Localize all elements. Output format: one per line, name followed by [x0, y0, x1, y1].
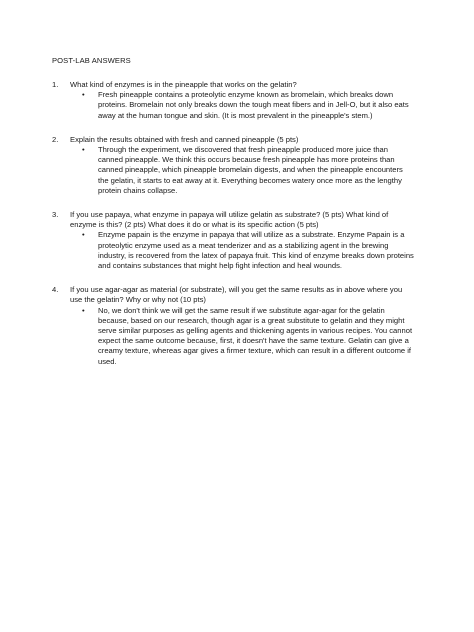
- bullet-icon: •: [82, 305, 85, 315]
- answer-item: [80, 145, 414, 196]
- question-number: 1.: [52, 80, 59, 89]
- question-text: If you use agar-agar as material (or substrate), will you get the same results as in above where you use the gelatin? Why or why not (10 pts): [70, 285, 403, 305]
- question-number: 4.: [52, 285, 59, 295]
- question-item: [52, 135, 414, 196]
- answer-list: [70, 90, 414, 121]
- answer-list: [70, 145, 414, 196]
- question-number: 2.: [52, 134, 59, 144]
- answer-item: [80, 306, 414, 367]
- question-list: [52, 80, 414, 367]
- bullet-icon: •: [82, 90, 85, 100]
- answer-text: Through the experiment, we discovered that fresh pineapple produced more juice than canned pineapple. We think this occurs because fresh pineapple has more proteins than canned pineapple, which pineapple bromelain digests, and when the pineapple encounters the gelatin, it starts to eat away at it. Everything becomes watery once more as the lengthy protein chains collapse.: [98, 145, 403, 195]
- bullet-icon: •: [82, 230, 85, 240]
- answer-text: Fresh pineapple contains a proteolytic enzyme known as bromelain, which breaks down proteins. Bromelain not only breaks down the tough meat fibers and in Jell-O, but it also eats away at the human tongue and skin. (It is most prevalent in the pineapple's stem.): [98, 90, 409, 120]
- question-number: 3.: [52, 210, 59, 220]
- answer-list: [70, 306, 414, 367]
- document-title: POST-LAB ANSWERS: [52, 56, 131, 65]
- answer-list: [70, 230, 414, 271]
- answer-text: No, we don't think we will get the same result if we substitute agar-agar for the gelatin because, based on our research, though agar is a great substitute to gelatin and they might serve similar purposes as gelling agents and thickening agents in various recipes. You cannot expect the same outcome because, first, it doesn't have the same texture. Gelatin can give a creamy texture, whereas agar gives a firmer texture, which can result in a different outcome if used.: [98, 305, 413, 366]
- answer-text: Enzyme papain is the enzyme in papaya that will utilize as a substrate. Enzyme Papain is a proteolytic enzyme used as a meat tenderizer and as a stabilizing agent in the brewing industry, is recovered from the latex of papaya fruit. This kind of enzyme breaks down proteins and contains substances that might help fight infection and heal wounds.: [98, 230, 414, 271]
- question-item: [52, 210, 414, 271]
- answer-item: [80, 230, 414, 271]
- question-text: What kind of enzymes is in the pineapple that works on the gelatin?: [70, 80, 297, 89]
- question-item: [52, 80, 414, 121]
- answer-item: [80, 90, 414, 121]
- question-item: [52, 285, 414, 367]
- bullet-icon: •: [82, 145, 85, 155]
- question-text: If you use papaya, what enzyme in papaya will utilize gelatin as substrate? (5 pts) What kind of enzyme is this? (2 pts) What does it do or what is its specific action (5 pts): [70, 210, 389, 230]
- question-text: Explain the results obtained with fresh and canned pineapple (5 pts): [70, 134, 299, 144]
